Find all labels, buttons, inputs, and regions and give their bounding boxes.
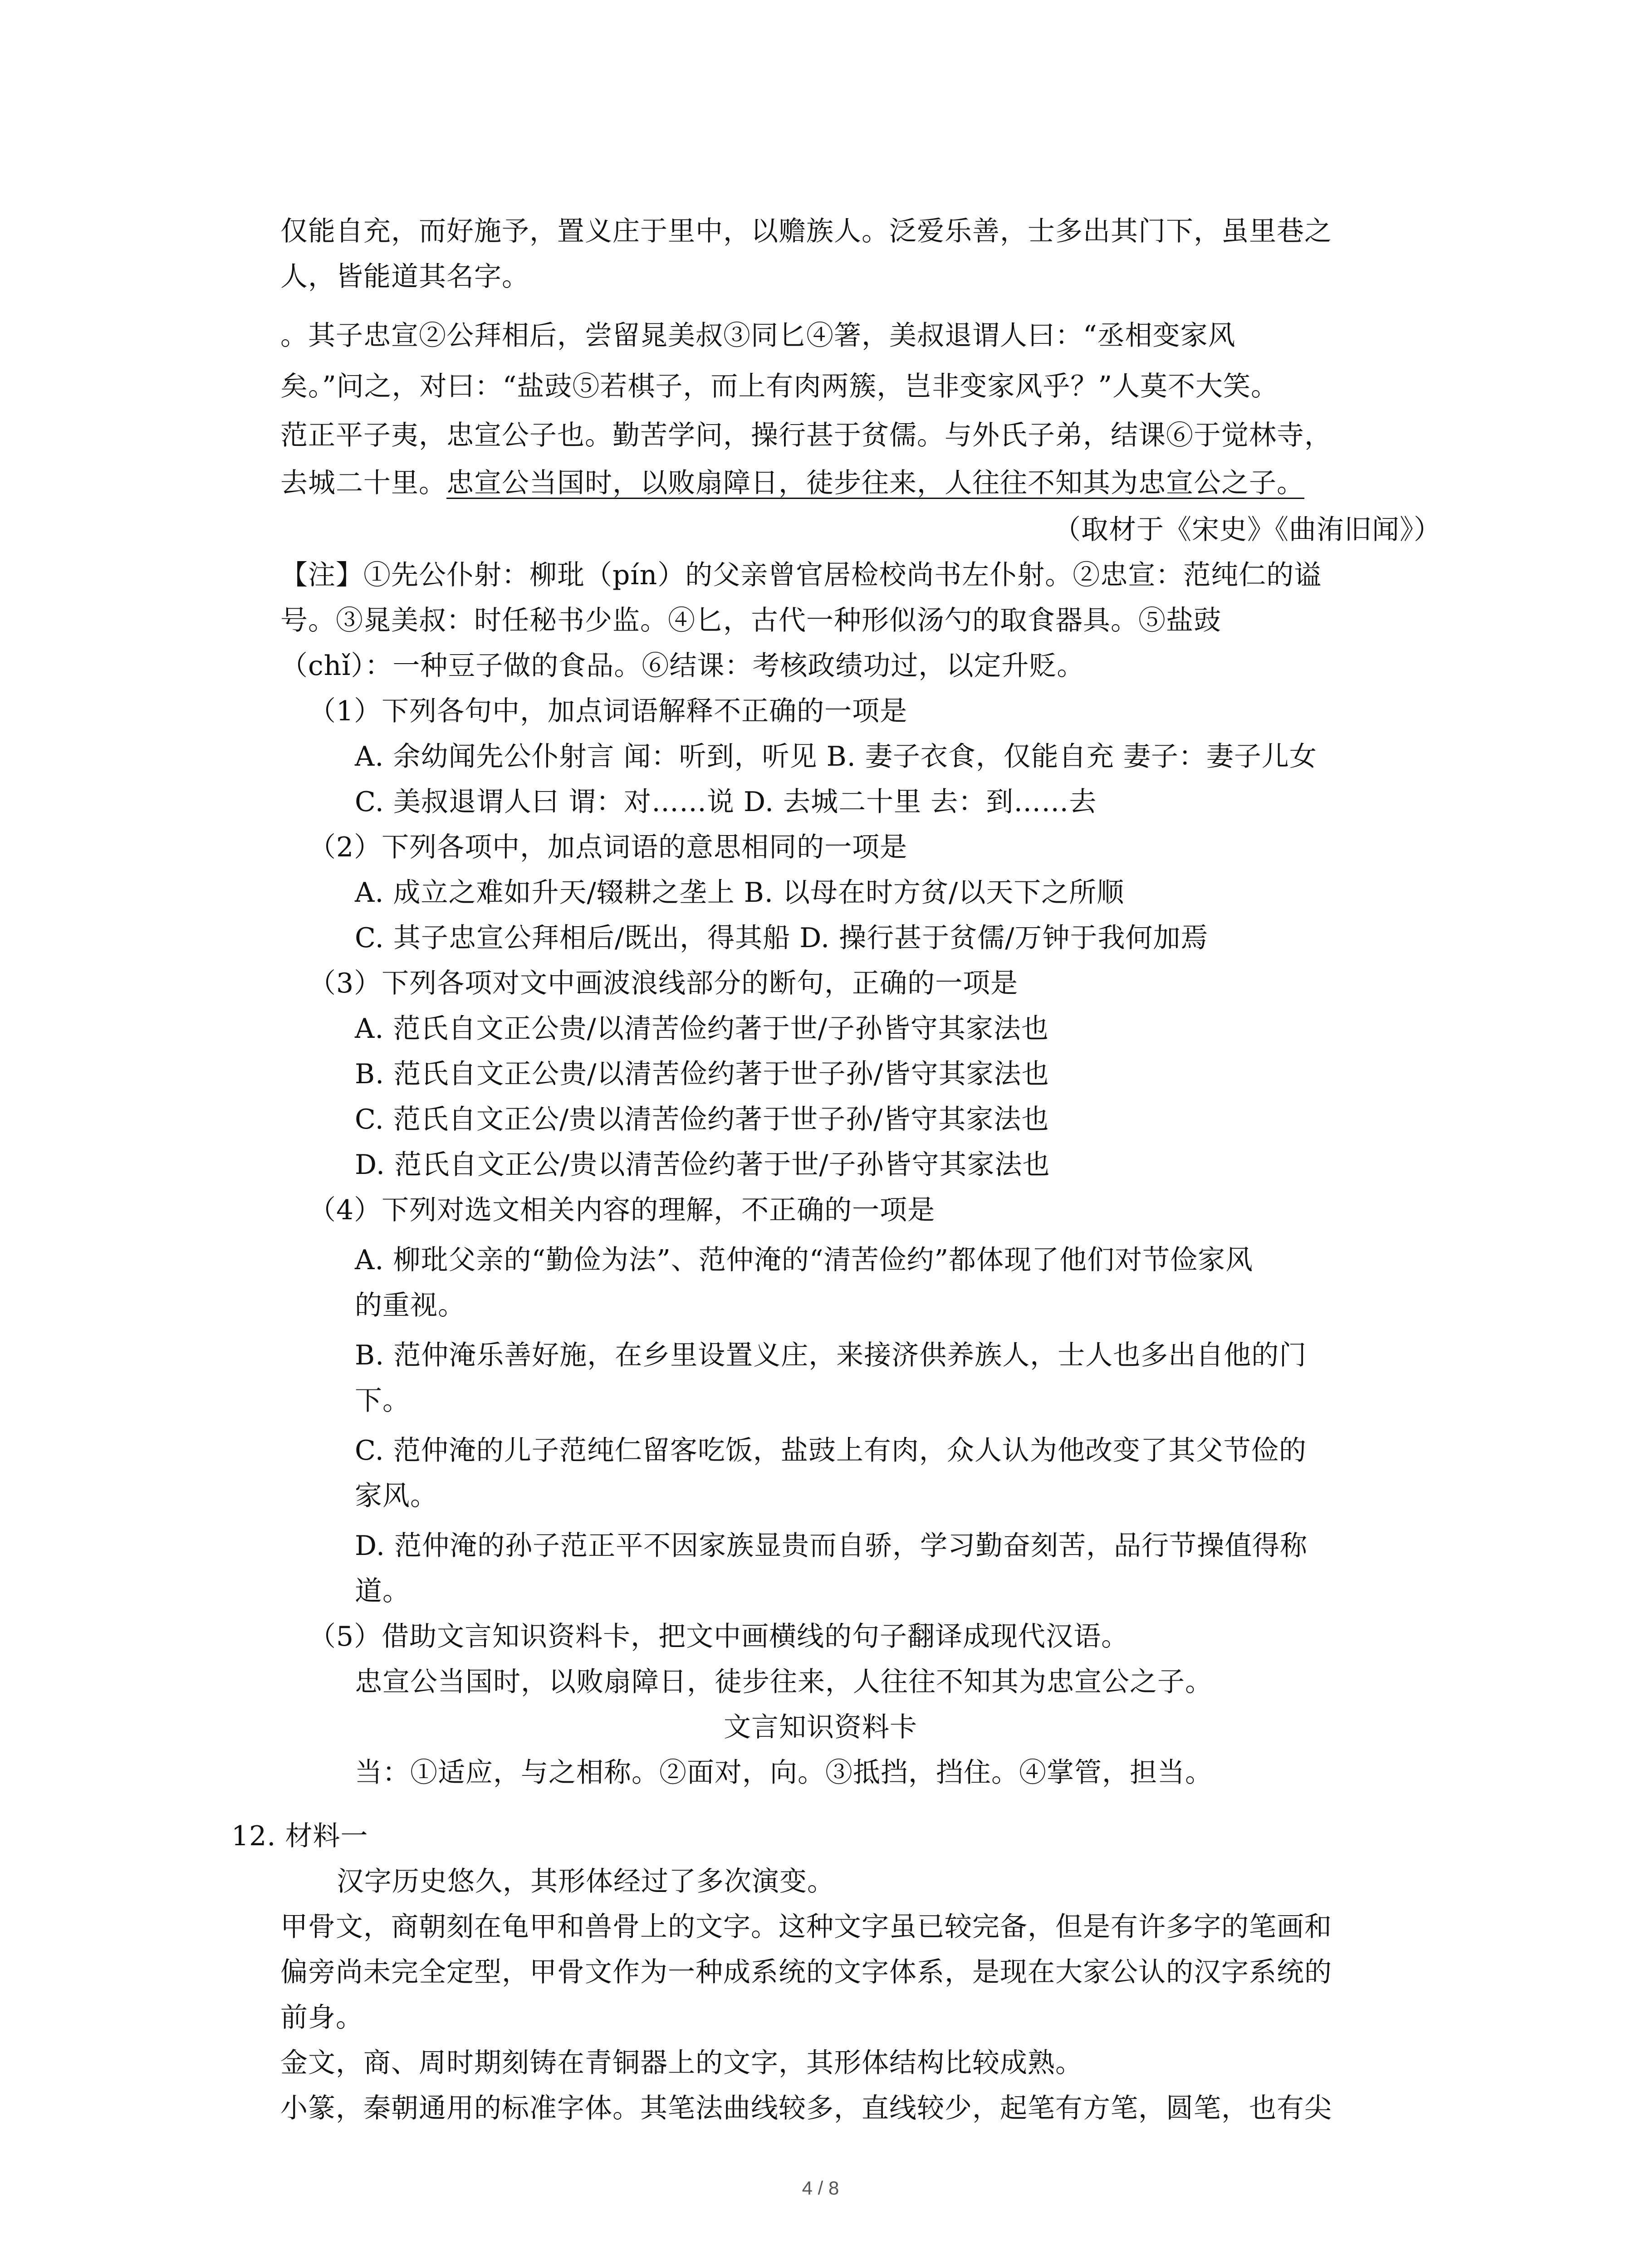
question-option: D. 范仲淹的孙子范正平不因家族显贵而自骄，学习勤奋刻苦，品行节操值得称	[355, 1530, 1308, 1562]
question-option: D. 范氏自文正公/贵以清苦俭约著于世/子孙皆守其家法也	[355, 1149, 1050, 1181]
material-text: 汉字历史悠久，其形体经过了多次演变。	[337, 1866, 835, 1897]
question-option: 的重视。	[355, 1290, 465, 1321]
knowledge-card-title: 文言知识资料卡	[724, 1711, 917, 1743]
source-citation: （取材于《宋史》《曲洧旧闻》）	[1053, 514, 1441, 546]
passage-line: 矣。”问之，对曰：“盐豉⑤若棋子，而上有肉两簇，岂非变家风乎？”人莫不大笑。	[280, 371, 1279, 402]
question-option: C. 其子忠宣公拜相后/既出，得其船 D. 操行甚于贫儒/万钟于我何加焉	[355, 922, 1209, 954]
note-line: 【注】①先公仆射：柳玭（pín）的父亲曾官居检校尚书左仆射。②忠宣：范纯仁的谥	[280, 559, 1322, 591]
question-stem: （4）下列对选文相关内容的理解，不正确的一项是	[309, 1194, 936, 1226]
question-option: A. 柳玭父亲的“勤俭为法”、范仲淹的“清苦俭约”都体现了他们对节俭家风	[355, 1244, 1254, 1276]
material-text: 偏旁尚未完全定型，甲骨文作为一种成系统的文字体系，是现在大家公认的汉字系统的	[280, 1956, 1332, 1988]
passage-line: 。其子忠宣②公拜相后，尝留晁美叔③同匕④箸，美叔退谓人曰：“丞相变家风	[280, 320, 1236, 352]
question-option: B. 范仲淹乐善好施，在乡里设置义庄，来接济供养族人，士人也多出自他的门	[355, 1339, 1307, 1371]
knowledge-card-content: 当：①适应，与之相称。②面对，向。③抵挡，挡住。④掌管，担当。	[355, 1757, 1213, 1789]
question-option: C. 范仲淹的儿子范纯仁留客吃饭，盐豉上有肉，众人认为他改变了其父节俭的	[355, 1435, 1307, 1466]
question-heading: 12. 材料一	[231, 1820, 368, 1852]
question-stem: （1）下列各句中，加点词语解释不正确的一项是	[309, 695, 908, 727]
question-option: 家风。	[355, 1480, 438, 1512]
question-option: 道。	[355, 1575, 410, 1607]
note-line: （chǐ）：一种豆子做的食品。⑥结课：考核政绩功过，以定升贬。	[280, 650, 1085, 682]
material-text: 小篆，秦朝通用的标准字体。其笔法曲线较多，直线较少，起笔有方笔，圆笔，也有尖	[280, 2092, 1332, 2124]
question-stem: （3）下列各项对文中画波浪线部分的断句，正确的一项是	[309, 968, 1019, 999]
material-text: 金文，商、周时期刻铸在青铜器上的文字，其形体结构比较成熟。	[280, 2047, 1083, 2079]
material-text: 前身。	[280, 2002, 363, 2033]
question-option: A. 范氏自文正公贵/以清苦俭约著于世/子孙皆守其家法也	[355, 1013, 1049, 1045]
question-option: B. 范氏自文正公贵/以清苦俭约著于世子孙/皆守其家法也	[355, 1058, 1049, 1090]
translation-sentence: 忠宣公当国时，以败扇障日，徒步往来，人往往不知其为忠宣公之子。	[355, 1666, 1213, 1698]
passage-line	[280, 465, 1304, 501]
note-line: 号。③晁美叔：时任秘书少监。④匕，古代一种形似汤勺的取食器具。⑤盐豉	[280, 605, 1221, 636]
question-option: C. 美叔退谓人曰 谓：对……说 D. 去城二十里 去：到……去	[355, 786, 1097, 818]
passage-line: 范正平子夷，忠宣公子也。勤苦学问，操行甚于贫儒。与外氏子弟，结课⑥于觉林寺，	[280, 420, 1332, 451]
question-option: C. 范氏自文正公/贵以清苦俭约著于世子孙/皆守其家法也	[355, 1104, 1049, 1135]
question-option: A. 成立之难如升天/辍耕之垄上 B. 以母在时方贫/以天下之所顺	[355, 877, 1125, 909]
material-text: 甲骨文，商朝刻在龟甲和兽骨上的文字。这种文字虽已较完备，但是有许多字的笔画和	[280, 1911, 1332, 1943]
passage-text: 去城二十里。	[280, 467, 446, 499]
question-option: 下。	[355, 1385, 410, 1417]
page-number: 4 / 8	[802, 2177, 839, 2199]
underlined-sentence: 忠宣公当国时，以败扇障日，徒步往来，人往往不知其为忠宣公之子。	[446, 467, 1304, 499]
question-stem: （5）借助文言知识资料卡，把文中画横线的句子翻译成现代汉语。	[309, 1621, 1129, 1652]
passage-line: 人，皆能道其名字。	[280, 261, 529, 293]
question-stem: （2）下列各项中，加点词语的意思相同的一项是	[309, 831, 908, 863]
question-option: A. 余幼闻先公仆射言 闻：听到，听见 B. 妻子衣食，仅能自充 妻子：妻子儿女	[355, 741, 1317, 772]
passage-line: 仅能自充，而好施予，置义庄于里中，以赡族人。泛爱乐善，士多出其门下，虽里巷之	[280, 215, 1332, 247]
